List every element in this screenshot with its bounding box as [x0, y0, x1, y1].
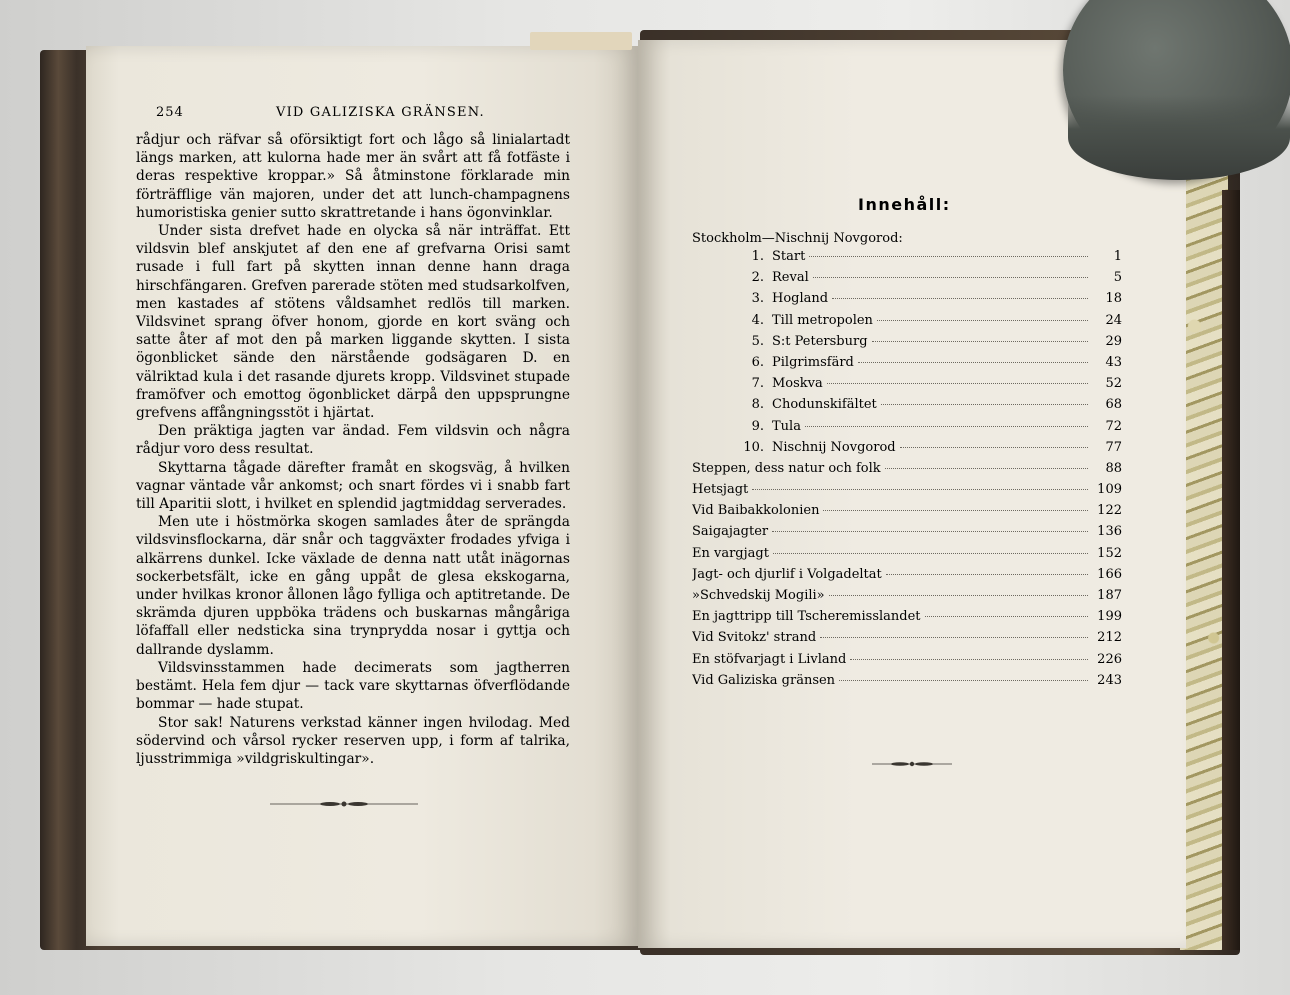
toc-entry: 9. Tula 72 — [751, 418, 1122, 434]
cover-edge — [1222, 190, 1240, 950]
dot-leader — [772, 531, 1088, 532]
toc-entry: Vid Galiziska gränsen 243 — [692, 672, 1122, 688]
toc-section-heading: Stockholm—Nischnij Novgorod: — [692, 231, 903, 246]
toc-title: Innehåll: — [858, 195, 951, 214]
toc-entry: En jagttripp till Tscheremisslandet 199 — [692, 609, 1122, 625]
dot-leader — [809, 256, 1088, 257]
toc-entry: 6. Pilgrimsfärd 43 — [751, 354, 1122, 370]
dot-leader — [823, 510, 1088, 511]
dot-leader — [752, 489, 1088, 490]
toc-entry: En vargjagt 152 — [692, 545, 1122, 561]
dot-leader — [877, 320, 1088, 321]
toc-entry: Vid Svitokz' strand 212 — [692, 630, 1122, 646]
dot-leader — [773, 553, 1088, 554]
paragraph: Men ute i höstmörka skogen samlades åter de sprängda vildsvinsflockarna, där snår och taggväxter frodades yfviga i alkärrens dunkel. Icke växlade de denna natt utåt inägornas sockerbetsfält, icke en gång uppåt de glesa ekskogarna, under hvilkas kronor ållonen lågo fylliga och aptitretande. De skrämda djuren uppböka trädens och buskarnas mångåriga löfaffall eller nedsticka sina trynprydda nosar i gyttja och dallrande dyslamm. — [136, 514, 570, 658]
dot-leader — [813, 277, 1088, 278]
running-title: VID GALIZISKA GRÄNSEN. — [276, 105, 485, 120]
dot-leader — [900, 447, 1088, 448]
paragraph: rådjur och räfvar så oförsiktigt fort och lågo så linialartadt längs marken, att kulorna hade mer än svårt att få fotfäste i deras respektive kroppar.» Så åtminstone förklarade min förträfflige vän majoren, under det att lunch-champagnens humoristiska genier sutto skrattretande i hans ögonvinklar. — [136, 132, 570, 221]
paragraph: Under sista drefvet hade en olycka så när inträffat. Ett vildsvin blef anskjutet af den ene af grefvarna Orisi samt rusade i full fart på skytten innan denne hann draga hirschfängaren. Grefven parerade stöten med studsarkolfven, men kastades af stötens våldsamhet redlös till marken. Vildsvinet sprang öfver honom, gjorde en kort sväng och satte åter af mot den på marken liggande skytten. I sista ögonblicket sände den närstående godsägaren D. en välriktad kula i det rasande djurets kropp. Vildsvinet stupade framöfver och emottog ögonblicket därpå den uppsprungne grefvens affångningsstöt i hjärtat. — [136, 223, 570, 422]
paragraph: Skyttarna tågade därefter framåt en skogsväg, å hvilken vagnar väntade vår ankomst; och snart fördes vi i snabb fart till Aparitii slott, i hvilket en splendid jagtmiddag serverades. — [136, 459, 570, 513]
toc-entry: Saigajagter 136 — [692, 524, 1122, 540]
dot-leader — [886, 574, 1088, 575]
toc-entry: 3. Hogland 18 — [751, 291, 1122, 307]
paragraph: Vildsvinsstammen hade decimerats som jagtherren bestämt. Hela fem djur — tack vare skyttarnas öfverflödande bommar — hade stupat. — [136, 659, 570, 713]
dot-leader — [829, 595, 1088, 596]
toc-entry: En stöfvarjagt i Livland 226 — [692, 651, 1122, 667]
page-tab — [530, 32, 632, 50]
toc-entry: 8. Chodunskifältet 68 — [751, 397, 1122, 413]
dot-leader — [805, 426, 1088, 427]
toc-entry: Jagt- och djurlif i Volgadeltat 166 — [692, 566, 1122, 582]
toc-entry: Hetsjagt 109 — [692, 482, 1122, 498]
toc-entry: 4. Till metropolen 24 — [751, 312, 1122, 328]
dot-leader — [827, 383, 1088, 384]
dot-leader — [885, 468, 1088, 469]
marbled-endpaper — [1180, 170, 1228, 950]
table-of-contents — [692, 249, 1122, 694]
dot-leader — [820, 637, 1088, 638]
paragraph: Den präktiga jagten var ändad. Fem vildsvin och några rådjur voro dess resultat. — [136, 423, 570, 458]
toc-entry: »Schvedskij Mogili» 187 — [692, 588, 1122, 603]
running-head — [156, 105, 576, 125]
ornament-divider — [270, 798, 418, 810]
ornament-divider — [872, 758, 952, 770]
toc-entry: Steppen, dess natur och folk 88 — [692, 460, 1122, 476]
paragraph: Stor sak! Naturens verkstad känner ingen hvilodag. Med södervind och vårsol rycker reserven upp, i form af talrika, ljusstrimmiga »vildgriskultingar». — [136, 714, 570, 767]
dot-leader — [832, 298, 1088, 299]
paperweight-rim — [1068, 95, 1290, 180]
toc-entry: 7. Moskva 52 — [751, 376, 1122, 392]
toc-entry: 10. Nischnij Novgorod 77 — [743, 439, 1122, 455]
toc-entry: Vid Baibakkolonien 122 — [692, 503, 1122, 519]
toc-entry: 2. Reval 5 — [751, 270, 1122, 286]
dot-leader — [858, 362, 1088, 363]
dot-leader — [839, 680, 1088, 681]
dot-leader — [881, 404, 1088, 405]
toc-entry: 1. Start 1 — [751, 249, 1122, 264]
dot-leader — [925, 616, 1088, 617]
toc-entry: 5. S:t Petersburg 29 — [751, 333, 1122, 349]
body-text — [136, 131, 570, 768]
dot-leader — [850, 659, 1088, 660]
dot-leader — [872, 341, 1088, 342]
page-number: 254 — [156, 105, 184, 120]
